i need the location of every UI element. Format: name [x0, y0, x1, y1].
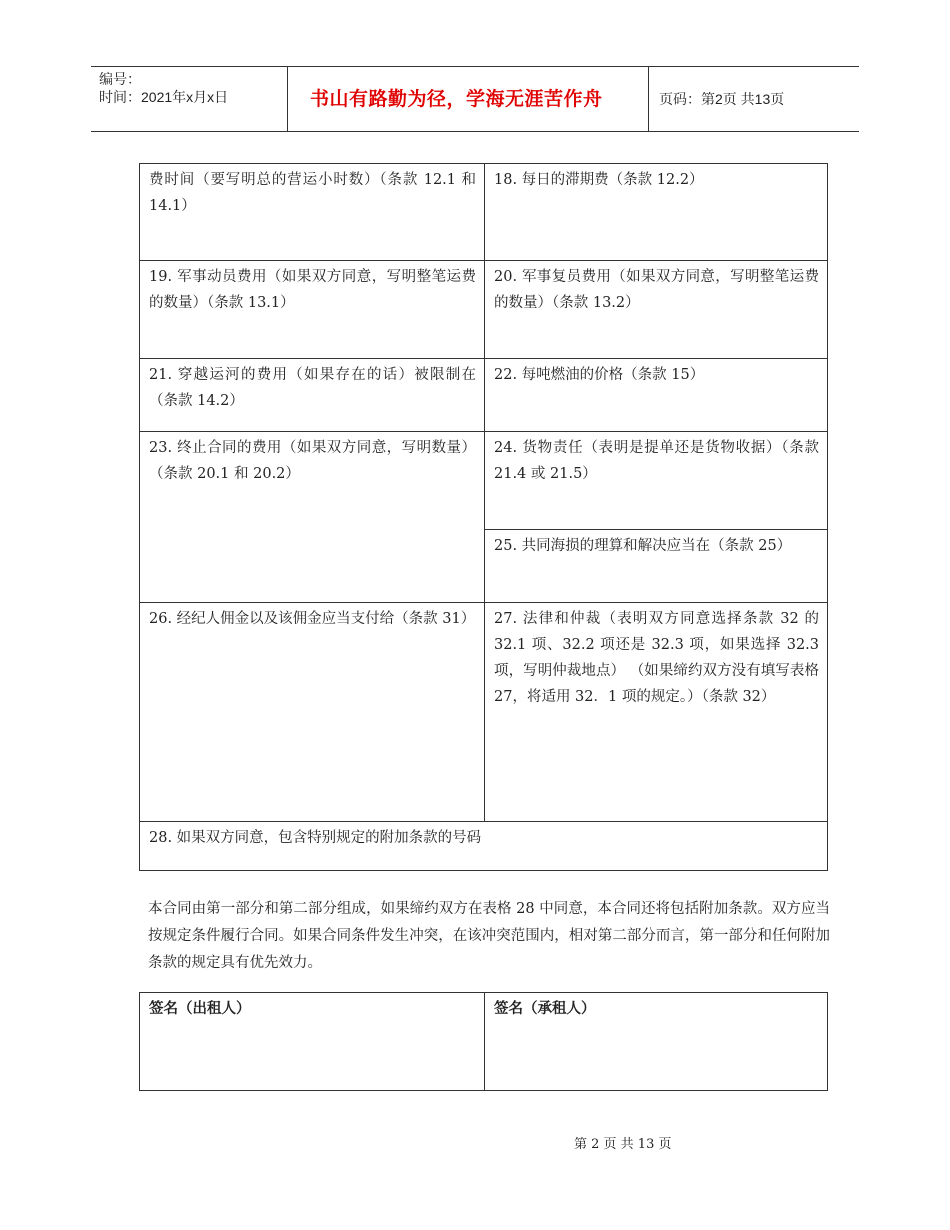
- header-page-info: 页码：第2页 共13页: [659, 91, 785, 107]
- form-cell-17: 费时间（要写明总的营运小时数）（条款 12.1 和 14.1）: [139, 163, 485, 261]
- document-number-label: 编号：: [99, 71, 141, 87]
- form-cell-28: 28. 如果双方同意，包含特别规定的附加条款的号码: [139, 821, 828, 871]
- page-header: [91, 66, 859, 132]
- form-cell-20: 20. 军事复员费用（如果双方同意，写明整笔运费的数量）（条款 13.2）: [484, 260, 828, 359]
- contract-paragraph: 本合同由第一部分和第二部分组成，如果缔约双方在表格 28 中同意，本合同还将包括附加条款。双方应当按规定条件履行合同。如果合同条件发生冲突，在该冲突范围内，相对第二部分而言，第一部分和任何附加条款的规定具有优先效力。: [148, 901, 830, 971]
- form-cell-19: 19. 军事动员费用（如果双方同意，写明整笔运费的数量）（条款 13.1）: [139, 260, 485, 359]
- form-cell-24: 24. 货物责任（表明是提单还是货物收据）（条款 21.4 或 21.5）: [484, 431, 828, 530]
- form-cell-23: 23. 终止合同的费用（如果双方同意，写明数量）（条款 20.1 和 20.2）: [139, 431, 485, 603]
- header-meta: [99, 67, 287, 131]
- header-slogan: 书山有路勤为径，学海无涯苦作舟: [287, 67, 649, 131]
- form-cell-27: 27. 法律和仲裁（表明双方同意选择条款 32 的 32.1 项、32.2 项还是 32.3 项，如果选择 32.3 项，写明仲裁地点） （如果缔约双方没有填写表格 27，将适用 32．1 项的规定。）（条款 32）: [484, 602, 828, 822]
- signature-charterer: 签名（承租人）: [484, 992, 828, 1091]
- form-cell-22: 22. 每吨燃油的价格（条款 15）: [484, 358, 828, 432]
- signature-owner: 签名（出租人）: [139, 992, 485, 1091]
- form-cell-21: 21. 穿越运河的费用（如果存在的话）被限制在（条款 14.2）: [139, 358, 485, 432]
- form-cell-26: 26. 经纪人佣金以及该佣金应当支付给（条款 31）: [139, 602, 485, 822]
- footer-page-number: 第 2 页 共 13 页: [574, 1137, 672, 1152]
- document-date: 时间：2021年x月x日: [99, 89, 229, 105]
- form-cell-25: 25. 共同海损的理算和解决应当在（条款 25）: [484, 529, 828, 603]
- form-cell-18: 18. 每日的滞期费（条款 12.2）: [484, 163, 828, 261]
